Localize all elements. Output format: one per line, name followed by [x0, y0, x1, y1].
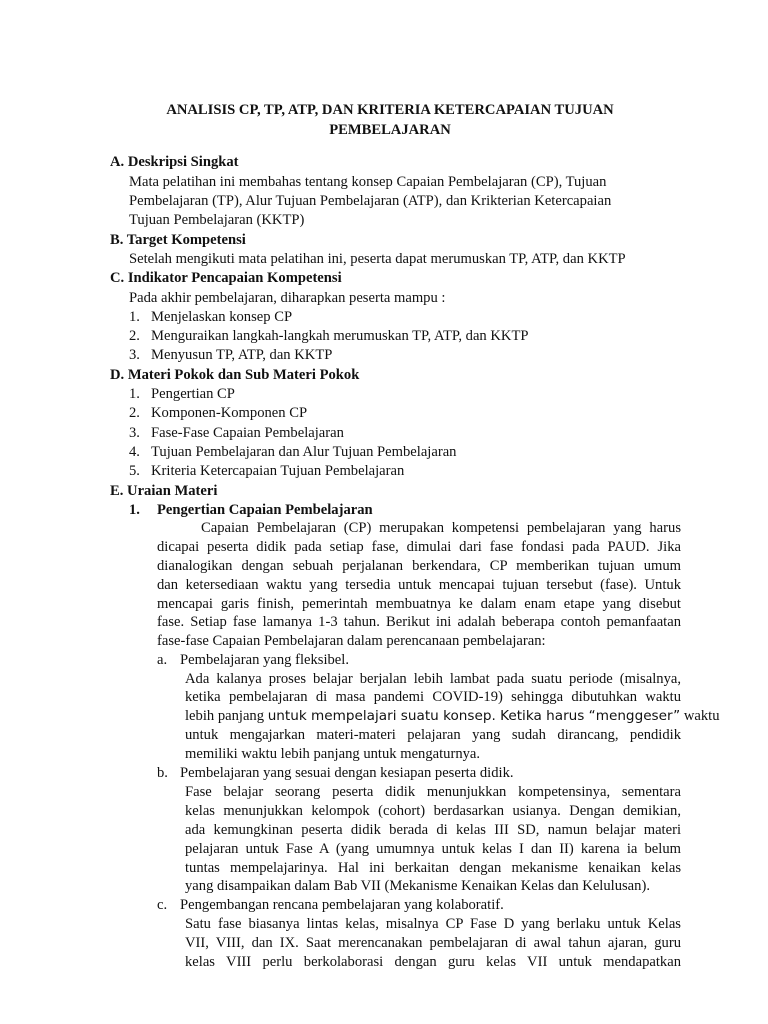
paragraph-line: dianalogikan dengan sebuah perjalanan berkendara, CP memberikan tujuan umum [157, 558, 681, 574]
section-e-heading: E. Uraian Materi [110, 483, 218, 499]
list-item-text: Kriteria Ketercapaian Tujuan Pembelajaran [151, 463, 405, 479]
list-item-number: 5. [129, 463, 140, 479]
list-item-text: Menguraikan langkah-langkah merumuskan TP, ATP, dan KKTP [151, 328, 529, 344]
item-line-part: lebih panjang [185, 708, 268, 724]
item-heading: Pengembangan rencana pembelajaran yang kolaboratif. [180, 897, 504, 913]
item-line: untuk mengajarkan materi-materi pelajaran yang sudah dirancang, pendidik [185, 727, 681, 743]
section-b-heading: B. Target Kompetensi [110, 232, 246, 248]
list-item-number: 2. [129, 328, 140, 344]
item-line: Fase belajar seorang peserta didik menunjukkan kompetensinya, sementara [185, 784, 681, 800]
list-item-text: Menyusun TP, ATP, dan KKTP [151, 347, 333, 363]
item-line-mixed [185, 707, 720, 726]
title-line-2: PEMBELAJARAN [329, 122, 451, 138]
list-item-number: 1. [129, 386, 140, 402]
item-line: ketika pembelajaran di masa pandemi COVID-19) sehingga dibutuhkan waktu [185, 689, 681, 705]
section-a-line: Pembelajaran (TP), Alur Tujuan Pembelajaran (ATP), dan Krikterian Ketercapaian [129, 193, 612, 209]
list-item-text: Komponen-Komponen CP [151, 405, 308, 421]
item-line-part-handwritten-font: untuk mempelajari suatu konsep. Ketika harus “menggeser” [267, 708, 681, 724]
item-line: tuntas mempelajarinya. Hal ini berkaitan dengan mekanisme kenaikan kelas [185, 860, 681, 876]
list-item-text: Tujuan Pembelajaran dan Alur Tujuan Pembelajaran [151, 444, 457, 460]
section-a-heading: A. Deskripsi Singkat [110, 154, 239, 170]
item-line: VII, VIII, dan IX. Saat merencanakan pembelajaran di awal tahun ajaran, guru [185, 935, 681, 951]
paragraph-line: fase-fase Capaian Pembelajaran dalam perencanaan pembelajaran: [157, 633, 546, 649]
section-b-line: Setelah mengikuti mata pelatihan ini, peserta dapat merumuskan TP, ATP, dan KKTP [129, 251, 626, 267]
document-title [130, 100, 650, 140]
item-heading: Pembelajaran yang fleksibel. [180, 652, 349, 668]
section-c-intro: Pada akhir pembelajaran, diharapkan peserta mampu : [129, 290, 446, 306]
item-line: Satu fase biasanya lintas kelas, misalnya CP Fase D yang berlaku untuk Kelas [185, 916, 681, 932]
section-a-line: Tujuan Pembelajaran (KKTP) [129, 212, 305, 228]
list-item-number: 3. [129, 347, 140, 363]
item-line: yang disampaikan dalam Bab VII (Mekanisme Kenaikan Kelas dan Kelulusan). [185, 878, 650, 894]
item-line: pelajaran untuk Fase A (yang umumnya untuk kelas I dan II) karena ia belum [185, 841, 681, 857]
item-letter: a. [157, 652, 168, 668]
item-line: kelas VIII perlu berkolaborasi dengan guru kelas VII untuk mendapatkan [185, 954, 681, 970]
item-letter: c. [157, 897, 168, 913]
item-line: kelas menunjukkan kelompok (cohort) berdasarkan usianya. Dengan demikian, [185, 803, 681, 819]
list-item-text: Menjelaskan konsep CP [151, 309, 293, 325]
item-line: memiliki waktu lebih panjang untuk mengaturnya. [185, 746, 481, 762]
item-letter: b. [157, 765, 168, 781]
subsection-heading: Pengertian Capaian Pembelajaran [157, 502, 373, 518]
title-line-1: ANALISIS CP, TP, ATP, DAN KRITERIA KETERCAPAIAN TUJUAN [166, 102, 614, 118]
item-line: Ada kalanya proses belajar berjalan lebih lambat pada suatu periode (misalnya, [185, 671, 681, 687]
list-item-number: 2. [129, 405, 140, 421]
list-item-text: Pengertian CP [151, 386, 235, 402]
paragraph-line: dan ketersediaan waktu yang tersedia untuk mencapai tujuan tersebut (fase). Untuk [157, 577, 681, 593]
list-item-number: 1. [129, 309, 140, 325]
list-item-number: 4. [129, 444, 140, 460]
item-line-part: waktu [680, 708, 720, 724]
item-line: ada kemungkinan peserta didik berada di kelas III SD, namun belajar materi [185, 822, 681, 838]
paragraph-line: fase. Setiap fase lamanya 1-3 tahun. Berikut ini adalah beberapa contoh pemanfaatan [157, 614, 681, 630]
section-a-line: Mata pelatihan ini membahas tentang konsep Capaian Pembelajaran (CP), Tujuan [129, 174, 607, 190]
item-heading: Pembelajaran yang sesuai dengan kesiapan peserta didik. [180, 765, 514, 781]
section-d-heading: D. Materi Pokok dan Sub Materi Pokok [110, 367, 360, 383]
paragraph-line: mencapai garis finish, pemerintah membuatnya ke dalam enam etape yang disebut [157, 596, 681, 612]
subsection-number: 1. [129, 502, 140, 518]
list-item-text: Fase-Fase Capaian Pembelajaran [151, 425, 344, 441]
section-c-heading: C. Indikator Pencapaian Kompetensi [110, 270, 342, 286]
list-item-number: 3. [129, 425, 140, 441]
paragraph-line: Capaian Pembelajaran (CP) merupakan kompetensi pembelajaran yang harus [201, 520, 681, 536]
paragraph-line: dicapai peserta didik pada setiap fase, dimulai dari fase fondasi pada PAUD. Jika [157, 539, 681, 555]
